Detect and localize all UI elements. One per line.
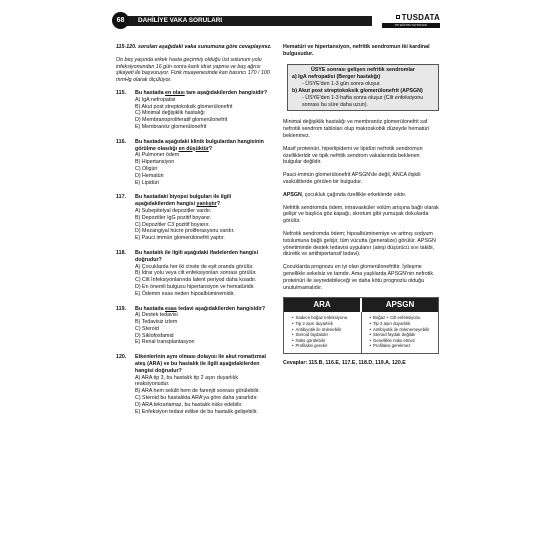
case-intro: 115-120. soruları aşağıdaki vaka sunumuna göre cevaplayınız.	[116, 44, 272, 50]
option-list	[116, 312, 272, 346]
question-119	[116, 306, 272, 347]
info-box-item: b) Akut post streptokoksik glomerülonefrit (APSGN)	[292, 87, 423, 94]
explanation-paragraph: Masif proteinüri, hiperlipidemi ve lipidüri nefrotik sendromun özellikleridir ve tipik nefritik sendrom vakalarında beklenen bulgular değildir.	[283, 145, 423, 166]
option-b[interactable]: B) ARA hem selülit hem de farenjit sonrası görülebilir.	[135, 388, 260, 395]
option-list	[116, 152, 272, 186]
page-number: 68	[112, 12, 129, 29]
answer-key: Cevaplar: 115.B, 116.E, 117.E, 118.D, 119.A, 120.E	[283, 359, 406, 366]
option-e[interactable]: E) Lipidüri	[135, 179, 159, 186]
info-box-title: ÜSYE sonrası gelişen nefritik sendromlar	[311, 66, 415, 73]
explanation-paragraph: Nefritik sendromda ödem, intravasküler volüm artışına bağlı olarak gelişir ve başlıca göz kapağı, skrotum gibi yumuşak dokularda görülür.	[283, 204, 439, 225]
header-apsgn: APSGN	[362, 298, 438, 312]
question-number: 118.	[116, 249, 127, 256]
question-number: 117.	[116, 194, 127, 201]
explanation-paragraph: Pauci-immün glomerülonefrit APSGN'de değil, ANCA ilişkili vaskülitlerde görülen bir bulgudur.	[283, 172, 421, 185]
list-item: • Genellikle nüks etmez	[370, 338, 435, 344]
option-e[interactable]: E) Renal transplantasyon	[135, 339, 195, 346]
option-c[interactable]: C) Cilt İnfeksiyonlarında latent periyod daha kısadır.	[135, 277, 257, 284]
apsgn-list	[361, 312, 439, 353]
question-text: Etkenlerinin aynı olması dolayısı ile akut romatizmal ateş (ARA) ve bu hastalık ile ilgili aşağıdakilerden hangisi doğrudur?	[135, 354, 266, 374]
option-a[interactable]: A) Çocuklarda her iki cinste de eşit oranda görülür.	[135, 263, 254, 270]
question-number: 120.	[116, 354, 127, 361]
option-b[interactable]: B) Tedavisiz izlem	[135, 319, 178, 326]
question-120	[116, 354, 272, 415]
ara-list	[284, 312, 361, 353]
option-d[interactable]: D) Hematüri	[135, 172, 164, 179]
question-number: 119.	[116, 305, 127, 312]
left-column	[116, 44, 272, 423]
header-ara: ARA	[284, 298, 360, 312]
option-c[interactable]: C) Depozitler C3 pozitif boyanır.	[135, 221, 210, 228]
option-e[interactable]: E) Enfeksiyon tedavi edilse de bu hastalık gelişebilir.	[135, 408, 258, 415]
question-text: Bu hastada aşağıdaki klinik bulgulardan hangisinin görülme olasılığı en düşüktür?	[135, 138, 264, 152]
option-d[interactable]: D) En önemli bulgusu hipertansiyon ve hematüridir.	[135, 283, 255, 290]
explanation-paragraph: Nefrotik sendromda ödem; hipoalbüminemiye ve artmış sodyum tutulumuna bağlı gelişir, tüm vücutta (generalize) görülür. APSGN yönetiminde destek tedavisi uygulanır (ateşi düşürücü sıvı takibi, diüretik ve antihipertansif tedavi).	[283, 230, 436, 258]
question-text: Bu hastada en olası tanı aşağıdakilerden hangisidir?	[135, 89, 268, 96]
option-e[interactable]: E) Ödemin esas neden hipoalbüminemidir.	[135, 290, 235, 297]
option-a[interactable]: A) ARA tip 3, bu hastalık tip 2 aşırı duyarlılık reaksiyonudur.	[135, 374, 239, 388]
comparison-table-body	[284, 312, 438, 353]
explanation-paragraph: APSGN, çocukluk çağında özellikle erkeklerde sıktır.	[283, 191, 407, 198]
page-header	[112, 12, 440, 30]
info-box-subitem: - ÜSYE'den 1-3 gün sonra oluşur.	[302, 81, 381, 88]
list-item: • Profilaksi gerekir	[292, 343, 357, 349]
option-b[interactable]: B) Hipertansiyon	[135, 159, 175, 166]
list-item: • Antibiyotik ile önlenebilir	[292, 327, 357, 333]
list-item: • Steroid faydalı değildir	[370, 332, 435, 338]
question-text: Bu hastadaki biyopsi bulguları ile ilgili aşağıdakilerden hangisi yanlıştır?	[135, 194, 232, 208]
option-list	[116, 208, 272, 242]
comparison-table-header	[284, 298, 438, 312]
explanation-paragraph: Çocuklarda prognozu en iyi olan glomerülonefrittir. İyileşme genellikle sekelsiz ve tamdır. Ama yaşlılarda APSGN'nin nefrotik proteinüri ile seyredebileceği ve daha kötü prognozlu olduğu unutulmamalıdır.	[283, 264, 433, 291]
option-a[interactable]: A) Destek tedavisi	[135, 312, 178, 319]
list-item: • Steroid faydalıdır	[292, 332, 357, 338]
list-item: • Nüks görülebilir	[292, 338, 357, 344]
option-e[interactable]: E) Membranöz glomerülonefrit	[135, 123, 207, 130]
question-stem	[116, 90, 272, 97]
question-115	[116, 90, 272, 131]
list-item: • Tip 2 aşırı duyarlılık	[292, 321, 357, 327]
option-list	[116, 264, 272, 298]
option-e[interactable]: E) Pauci immün glomerülonefrit yaptır.	[135, 235, 225, 242]
list-item: • Tip 3 aşırı duyarlılık	[370, 321, 435, 327]
list-item: • Antibiyotik ile önlenemeyebilir	[370, 327, 435, 333]
option-d[interactable]: D) Mezangiyal hücre proliferasyonu vardır.	[135, 228, 235, 235]
option-list	[116, 375, 272, 416]
comparison-table	[283, 297, 439, 354]
question-text: Bu hastalık ile ilgili aşağıdaki ifadelerden hangisi doğrudur?	[135, 249, 259, 263]
info-box-subitem: - ÜSYE'den 1-3 hafta sonra oluşur (Cilt enfeksiyonu sonrası bu süre daha uzun).	[302, 94, 424, 108]
question-stem	[116, 139, 272, 153]
question-text: Bu hastada esas tedavi aşağıdakilerden hangisidir?	[135, 305, 266, 312]
question-stem	[116, 306, 272, 313]
question-116	[116, 139, 272, 187]
right-column	[283, 44, 439, 373]
question-stem	[116, 250, 272, 264]
option-a[interactable]: A) Pulmoner ödem	[135, 152, 180, 159]
question-number: 115.	[116, 89, 127, 96]
option-b[interactable]: B) İdrar yolu veya cilt enfeksiyonları sonrası görülür.	[135, 270, 257, 277]
option-d[interactable]: D) ARA tekrarlamaz, bu hastalık nüks edebilir.	[135, 401, 243, 408]
question-number: 116.	[116, 138, 127, 145]
question-stem	[116, 354, 272, 374]
option-a[interactable]: A) IgA nefropatisi	[135, 96, 176, 103]
info-box-item: a) IgA nefropatisi (Berger hastalığı)	[292, 74, 381, 81]
option-b[interactable]: B) Depozitler IgG pozitif boyanır.	[135, 214, 212, 221]
list-item: • Profilaksi gerekmez	[370, 343, 435, 349]
option-c[interactable]: C) Steroid bu hastalıkta ARA'ya göre daha yararlıdır.	[135, 395, 258, 402]
question-117	[116, 194, 272, 242]
question-118	[116, 250, 272, 298]
option-c[interactable]: C) Steroid	[135, 325, 159, 332]
option-list	[116, 97, 272, 131]
explanation-paragraph: Hematüri ve hipertansiyon, nefritik sendromun iki kardinal bulgusudur.	[283, 44, 430, 57]
explanation-paragraph: Minimal değişiklik hastalığı ve membranöz glomerülonefrit saf nefrotik sendrom tabloları olup makroskobik düzeyde hematüri beklenmez.	[283, 119, 430, 139]
list-item: • Boğaz + Cilt enfeksiyonu	[370, 315, 435, 321]
option-d[interactable]: D) Membranoproliferatif glomerülonefrit	[135, 117, 228, 124]
case-text: On beş yaşında erkek hasta geçirmiş olduğu üst solunum yolu infeksiyonundan 16 gün sonra kanlı idrar yapma ve baş ağrısı şikayeti ile başvuruyor. Fizik muayenesinde kan basıncı 170 / 100 mmHg olarak ölçülüyor.	[116, 56, 270, 84]
option-d[interactable]: D) Siklofosfamid	[135, 332, 174, 339]
question-stem	[116, 194, 272, 208]
option-c[interactable]: C) Oligüri	[135, 165, 158, 172]
option-a[interactable]: A) Subepitelyal depozitler vardır.	[135, 207, 212, 214]
logo-text: TUSDATA	[401, 13, 440, 22]
info-box	[287, 64, 439, 112]
publisher-logo	[378, 12, 440, 30]
option-c[interactable]: C) Minimal değişiklik hastalığı	[135, 110, 205, 117]
option-b[interactable]: B) Akut post streptokoksik glomerülonefrit	[135, 103, 233, 110]
logo-subtitle: TIP EĞİTİM YAYINCILIK	[382, 23, 440, 28]
list-item: • Sadece boğaz enfeksiyonu	[292, 315, 357, 321]
section-title: DAHİLİYE VAKA SORULARI	[138, 17, 223, 24]
logo-mark-icon	[396, 15, 400, 19]
